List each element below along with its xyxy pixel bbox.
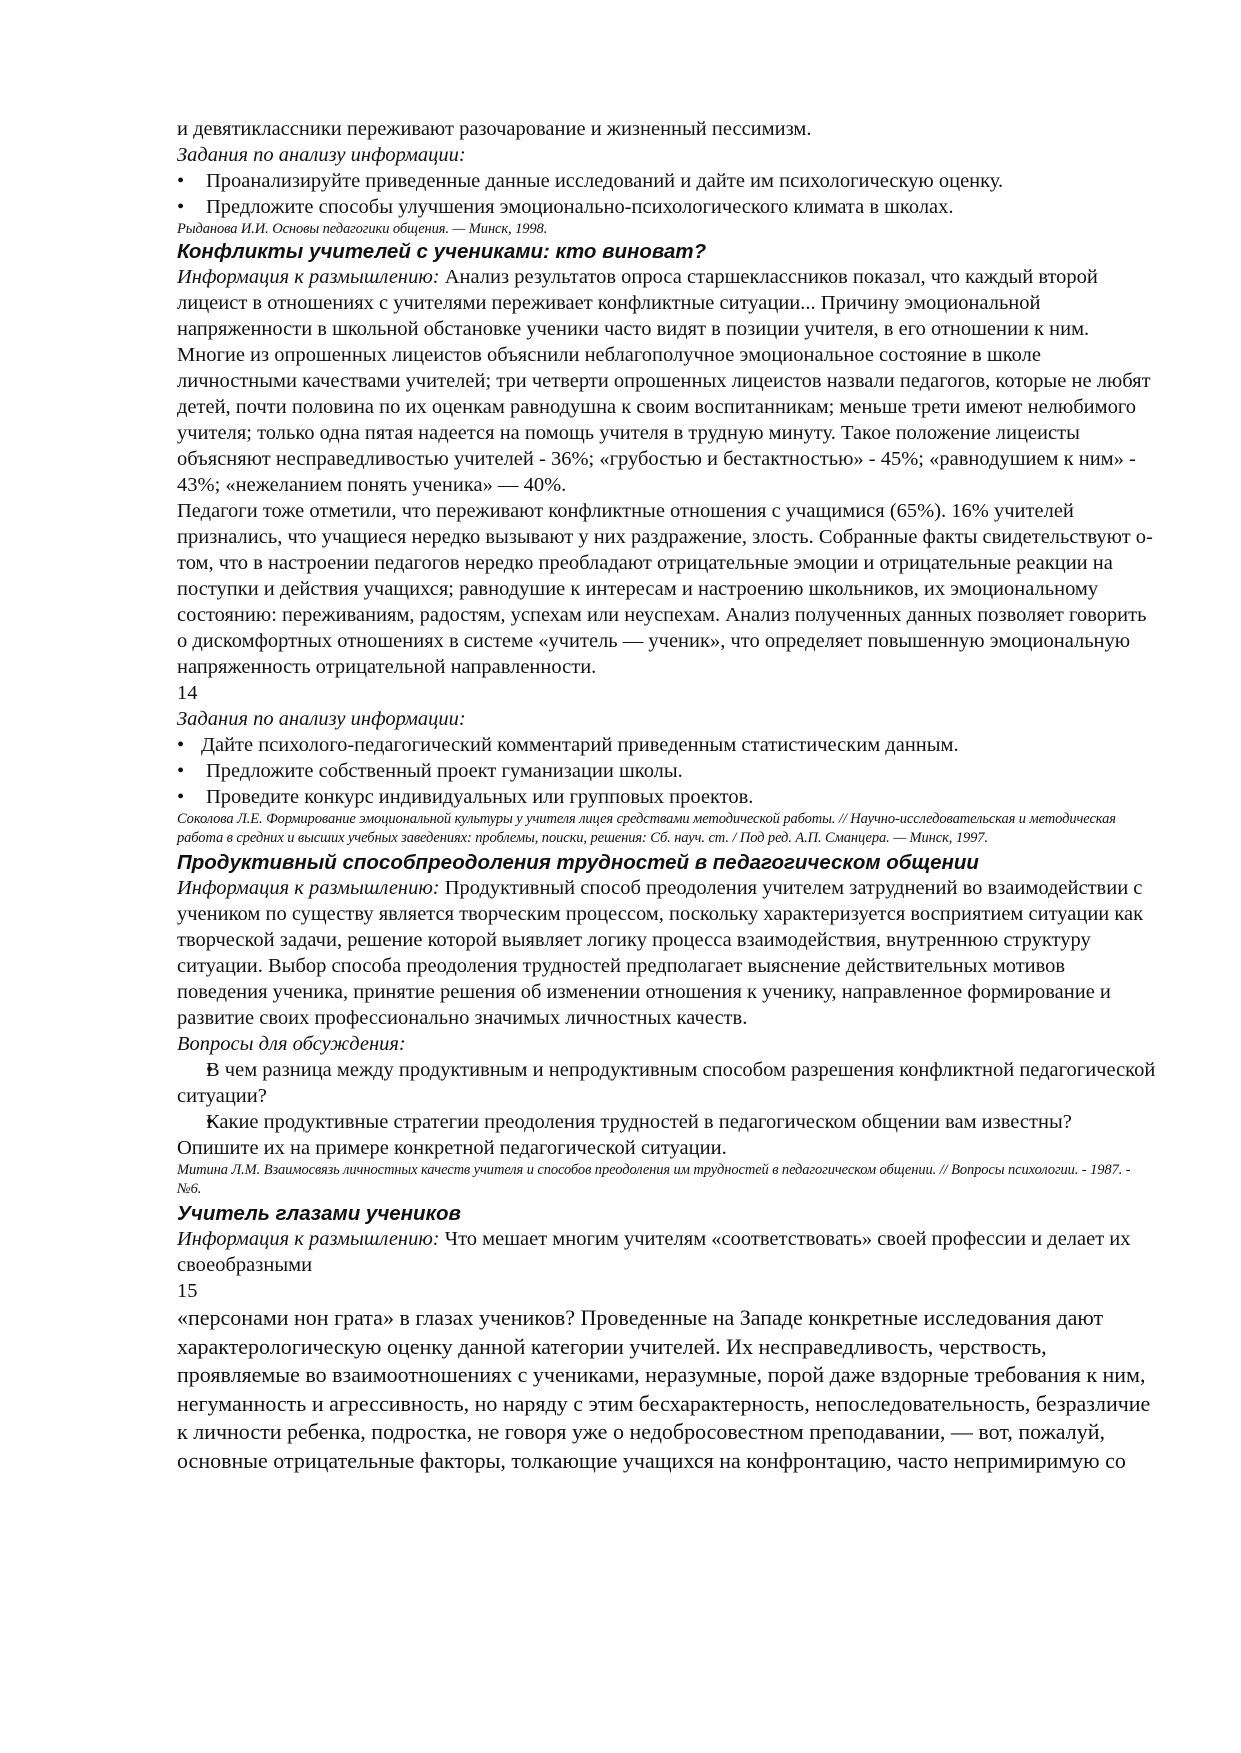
paragraph-productive [177,875,1157,1031]
tasks-label-1: Задания по анализу информации: [177,144,466,166]
bullet-2-3: • Проведите конкурс индивидуальных или групповых проектов. [177,784,1157,810]
bullet-2-2: • Предложите собственный проект гуманизации школы. [177,758,1157,784]
paragraph-teacher-eyes [177,1226,1157,1278]
page-number-14: 14 [177,682,198,704]
bullet-3-2: • Какие продуктивные стратегии преодоления трудностей в педагогическом общении вам известны? Опишите их на примере конкретной педагогической ситуации. [177,1109,1157,1161]
document-page [177,116,1157,1475]
source-2: Соколова Л.Е. Формирование эмоциональной культуры у учителя лицея средствами методической работы. // Научно-исследовательская и методическая работа в средних и высших учебных заведениях: проблемы, поиски, решения: Сб. науч. ст. / Под ред. А.П. Сманцера. — Минск, 1997. [177,811,1116,846]
info-label-3: Информация к размышлению: [177,877,440,899]
bullet-3-1: • В чем разница между продуктивным и непродуктивным способом разрешения конфликтной педагогической ситуации? [177,1057,1157,1109]
paragraph-conflicts-2: Педагоги тоже отметили, что переживают конфликтные отношения с учащимися (65%). 16% учителей признались, что учащиеся нередко вызывают у них раздражение, злость. Собранные факты свидетельствуют о-том, что в настроении педагогов нередко преобладают отрицательные эмоции и отрицательные реакции на поступки и действия учащихся; равнодушие к интересам и настроению школьников, их эмоциональному состоянию: переживаниям, радостям, успехам или неуспехам. Анализ полученных данных позволяет говорить о дискомфортных отношениях в системе «учитель — ученик», что определяет повышенную эмоциональную напряженность отрицательной направленности. [177,500,1153,678]
bullet-2-1: • Дайте психолого-педагогический комментарий приведенным статистическим данным. [177,732,1157,758]
source-1: Рыданова И.И. Основы педагогики общения. — Минск, 1998. [177,221,548,237]
paragraph-conflicts-1 [177,264,1157,498]
info-label-2: Информация к размышлению: [177,266,440,288]
tasks-label-2: Задания по анализу информации: [177,708,466,730]
heading-productive: Продуктивный способпреодоления трудностей в педагогическом общении [177,851,979,874]
questions-label: Вопросы для обсуждения: [177,1033,406,1055]
heading-conflicts: Конфликты учителей с учениками: кто виноват? [177,240,707,263]
page-number-15: 15 [177,1280,198,1302]
paragraph-conflicts-1-text: Анализ результатов опроса старшеклассников показал, что каждый второй лицеист в отношениях с учителями переживает конфликтные ситуации... Причину эмоциональной напряженности в школьной обстановке ученики часто видят в позиции учителя, в его отношении к ним. Многие из опрошенных лицеистов объяснили неблагополучное эмоциональное состояние в школе личностными качествами учителей; три четверти опрошенных лицеистов назвали педагогов, которые не любят детей, почти половина по их оценкам равнодушна к своим воспитанникам; меньше трети имеют нелюбимого учителя; только одна пятая надеется на помощь учителя в трудную минуту. Такое положение лицеисты объясняют несправедливостью учителей - 36%; «грубостью и бестактностью» - 45%; «равнодушием к ним» - 43%; «нежеланием понять ученика» — 40%. [177,266,1151,496]
bullet-1-2: • Предложите способы улучшения эмоционально-психологического климата в школах. [177,194,1157,220]
top-line: и девятиклассники переживают разочарование и жизненный пессимизм. [177,118,812,140]
heading-teacher-eyes: Учитель глазами учеников [177,1202,461,1225]
paragraph-teacher-eyes-text: Что мешает многим учителям «соответствовать» своей профессии и делает их своеобразными [177,1228,1131,1276]
bullet-1-1: • Проанализируйте приведенные данные исследований и дайте им психологическую оценку. [177,168,1157,194]
paragraph-teacher-eyes-continued: «персонами нон грата» в глазах учеников? Проведенные на Западе конкретные исследования дают характерологическую оценку данной категории учителей. Их несправедливость, черствость, проявляемые во взаимоотношениях с учениками, неразумные, порой даже вздорные требования к ним, негуманность и агрессивность, но наряду с этим бесхарактерность, непоследовательность, безразличие к личности ребенка, подростка, не говоря уже о недобросовестном преподавании, — вот, пожалуй, основные отрицательные факторы, толкающие учащихся на конфронтацию, часто непримиримую со [177,1305,1151,1473]
paragraph-productive-text: Продуктивный способ преодоления учителем затруднений во взаимодействии с учеником по существу является творческим процессом, поскольку характеризуется восприятием ситуации как творческой задачи, решение которой выявляет логику процесса взаимодействия, внутреннюю структуру ситуации. Выбор способа преодоления трудностей предполагает выяснение действительных мотивов поведения ученика, принятие решения об изменении отношения к ученику, направленное формирование и развитие своих профессионально значимых личностных качеств. [177,877,1144,1029]
info-label-4: Информация к размышлению: [177,1228,440,1250]
source-3: Митина Л.М. Взаимосвязь личностных качеств учителя и способов преодоления им трудностей в педагогическом общении. // Вопросы психологии. - 1987. - №6. [177,1162,1131,1197]
